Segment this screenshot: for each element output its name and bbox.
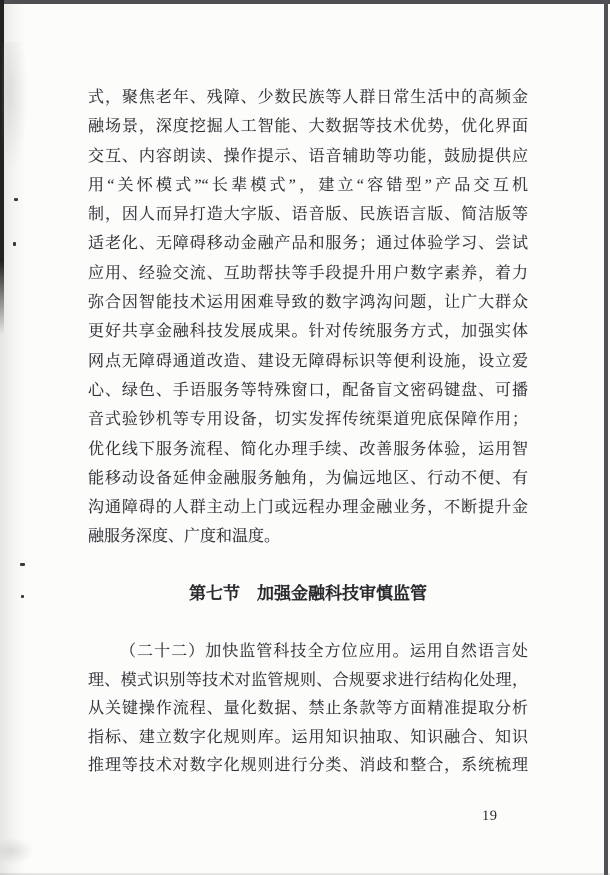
paragraph-item-22 bbox=[88, 638, 528, 781]
text-line: 音式验钞机等专用设备，切实发挥传统渠道兜底保障作用； bbox=[88, 411, 528, 429]
text-line: 优化线下服务流程、简化办理手续、改善服务体验，运用智 bbox=[88, 440, 528, 458]
text-line: 理、模式识别等技术对监管规则、合规要求进行结构化处理， bbox=[88, 671, 528, 689]
page-number: 19 bbox=[482, 808, 498, 824]
text-line: 式，聚焦老年、残障、少数民族等人群日常生活中的高频金 bbox=[88, 89, 528, 106]
scan-speck bbox=[20, 563, 25, 566]
section-heading: 第七节 加强金融科技审慎监管 bbox=[189, 584, 427, 603]
scan-blotch-top-left bbox=[2, 42, 28, 172]
text-line: 心、绿色、手语服务等特殊窗口，配备盲文密码键盘、可播 bbox=[88, 381, 528, 399]
text-line: 融场景，深度挖掘人工智能、大数据等技术优势，优化界面 bbox=[88, 118, 528, 136]
text-line: 交互、内容朗读、操作提示、语音辅助等功能，鼓励提供应 bbox=[88, 147, 528, 165]
text-line: （二十二）加快监管科技全方位应用。运用自然语言处 bbox=[120, 643, 528, 660]
scan-blotch-bottom-left bbox=[0, 838, 34, 864]
text-line: 融服务深度、广度和温度。 bbox=[88, 528, 281, 546]
text-line: 网点无障碍通道改造、建设无障碍标识等便利设施，设立爱 bbox=[88, 352, 528, 370]
text-line: 推理等技术对数字化规则进行分类、消歧和整合，系统梳理 bbox=[88, 757, 528, 774]
text-line: 更好共享金融科技发展成果。针对传统服务方式，加强实体 bbox=[88, 323, 528, 341]
text-line: 应用、经验交流、互助帮扶等手段提升用户数字素养，着力 bbox=[88, 264, 528, 282]
text-line: 适老化、无障碍移动金融产品和服务；通过体验学习、尝试 bbox=[88, 235, 528, 253]
text-line: 从关键操作流程、量化数据、禁止条款等方面精准提取分析 bbox=[88, 700, 528, 717]
text-line: 弥合因智能技术运用困难导致的数字鸿沟问题，让广大群众 bbox=[88, 294, 528, 312]
scan-speck bbox=[14, 198, 18, 201]
text-line: 沟通障碍的人群主动上门或远程办理金融业务，不断提升金 bbox=[88, 499, 528, 517]
text-line: 指标、建立数字化规则库。运用知识抽取、知识融合、知识 bbox=[88, 728, 528, 746]
scan-edge-right bbox=[604, 0, 608, 875]
paragraph-continuation bbox=[88, 83, 528, 552]
scan-speck bbox=[13, 242, 16, 246]
text-line: 用“关怀模式”“长辈模式”，建立“容错型”产品交互机 bbox=[88, 176, 528, 194]
text-line: 能移动设备延伸金融服务触角，为偏远地区、行动不便、有 bbox=[88, 469, 528, 487]
scan-edge-top bbox=[0, 0, 610, 4]
scan-speck bbox=[21, 595, 24, 598]
text-line: 制，因人而异打造大字版、语音版、民族语言版、简洁版等 bbox=[88, 206, 528, 224]
